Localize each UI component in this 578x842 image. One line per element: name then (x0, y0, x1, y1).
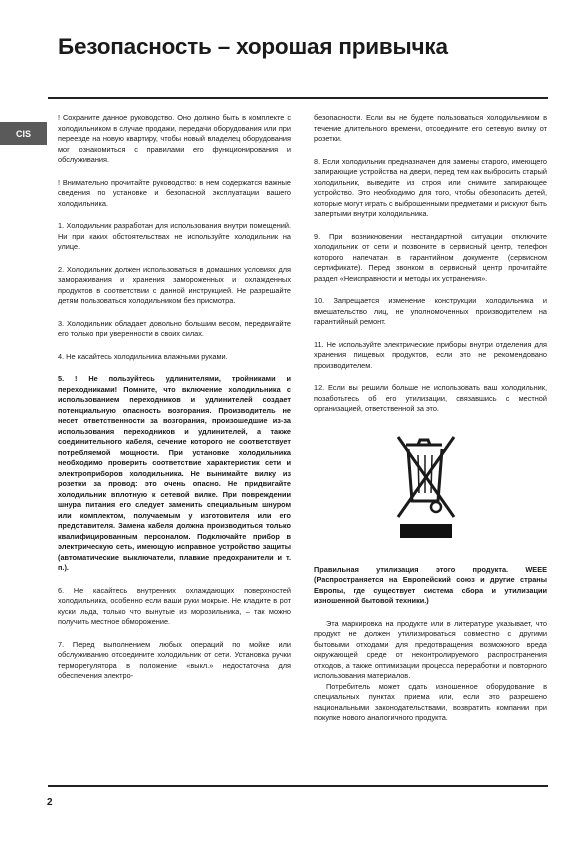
weee-paragraph-consumer: Потребитель может сдать изношенное оборудование в специальных пунктах приема или, если это разрешено национальными законодательствами, возвратить компании при покупке нового аналогичного продукта. (314, 681, 547, 722)
paragraph-item-4: 4. Не касайтесь холодильника влажными руками. (58, 351, 228, 361)
page-number: 2 (47, 797, 53, 808)
paragraph-item-10: 10. Запрещается изменение конструкции холодильника и вмешательство лиц, не уполномоченных производителем на гарантийный ремонт. (314, 296, 547, 326)
paragraph-item-3: 3. Холодильник обладает довольно большим весом, передвигайте его только при уверенности в своих силах. (58, 318, 291, 338)
paragraph-item-12: 12. Если вы решили больше не использовать ваш холодильник, позаботьтесь об его утилизации, связавшись с местной организацией, ответственной за это. (314, 383, 547, 413)
paragraph-item-8: 8. Если холодильник предназначен для замены старого, имеющего запирающие устройства на двери, перед тем как выбросить старый холодильник, выведите из строя или снимите запирающее устройство. Это необходимо для того, чтобы обезопасить детей, которые могут играть с выброшенными предметами и рискуют быть запертыми внутри холодильника. (314, 156, 547, 218)
language-tab: CIS (0, 122, 47, 145)
paragraph-item-7-continued: безопасности. Если вы не будете пользоваться холодильником в течение длительного времени, отсоедините его сетевую вилку от розетки. (314, 113, 547, 143)
footer-rule (48, 785, 548, 787)
paragraph-item-7: 7. Перед выполнением любых операций по мойке или обслуживанию отсоедините холодильник от сети. Установка ручки терморегулятора в положение «выкл.» недостаточна для обеспечения электро- (58, 639, 291, 680)
right-column (314, 113, 547, 724)
weee-heading: Правильная утилизация этого продукта. WEEE (Распространяется на Европейский союз и другие страны Европы, где существует система сбора и утилизации изношенной бытовой техники.) (314, 564, 547, 605)
paragraph-item-9: 9. При возникновении нестандартной ситуации отключите холодильник от сети и позвоните в сервисный центр, телефон которого напечатан в гарантийном документе (сервисном сертификате). Перед звонком в сервисный центр прочитайте раздел «Неисправности и методы их устранения». (314, 231, 547, 283)
paragraph-item-6: 6. Не касайтесь внутренних охлаждающих поверхностей холодильника, особенно если ваши руки мокрые. Не кладите в рот куски льда, только что вынутые из морозильника, – так можно получить местное обморожение. (58, 585, 291, 626)
crossed-out-wheelie-bin-icon (390, 427, 462, 545)
weee-paragraph-marking: Эта маркировка на продукте или в литературе указывает, что продукт не должен утилизироваться совместно с другими бытовыми отходами для предотвращения возможного вреда окружающей среде от неконтролируемого распространения отходов, а также оптимизации процесса переработки и повторного использования материалов. (314, 618, 547, 680)
paragraph-keep-manual: ! Сохраните данное руководство. Оно должно быть в комплекте с холодильником в случае продажи, передачи оборудования или при переезде на новую квартиру, чтобы новый владелец оборудования мог ознакомиться с правилами его функционирования и обслуживания. (58, 113, 291, 164)
paragraph-item-11: 11. Не используйте электрические приборы внутри отделения для хранения пищевых продуктов, если это не рекомендовано производителем. (314, 339, 547, 370)
paragraph-read-manual: ! Внимательно прочитайте руководство: в нем содержатся важные сведения по установке и безопасной эксплуатации вашего холодильника. (58, 177, 291, 208)
weee-symbol (314, 427, 547, 545)
paragraph-item-1: 1. Холодильник разработан для использования внутри помещений. Ни при каких обстоятельствах не используйте холодильник на улице. (58, 221, 291, 251)
left-column (58, 113, 291, 694)
page-title: Безопасность – хорошая привычка (58, 34, 448, 59)
header-rule (48, 97, 548, 99)
paragraph-item-2: 2. Холодильник должен использоваться в домашних условиях для замораживания и хранения замороженных и охлажденных продуктов в соответствии с данной инструкцией. Не разрешайте детям пользоваться холодильником без присмотра. (58, 264, 291, 305)
paragraph-item-5-warning: 5. ! Не пользуйтесь удлинителями, тройниками и переходниками! Помните, что включение холодильника с использованием переходников и удлинителей создает потенциальную опасность возгорания. Производитель не несет ответственности за возгорания, произошедшие из-за использования переходников и удлинителей, а также соединительного кабеля, сечение которого не соответствует потребляемой мощности. При установке холодильника необходимо проверить соответствие характеристик сети и электроприборов холодильника. Не вынимайте вилку из розетки за провод: это очень опасно. Не придвигайте холодильник вплотную к сетевой вилке. При повреждении шнура питания его следует заменить специальным шнуром или комплектом, получаемым у изготовителя или его представителя. Замена кабеля должна производиться только квалифицированным персоналом. Подключайте прибор в электрическую сеть, имеющую исправное устройство защиты (автоматические выключатели, плавкие предохранители и т. п.). (58, 374, 291, 572)
